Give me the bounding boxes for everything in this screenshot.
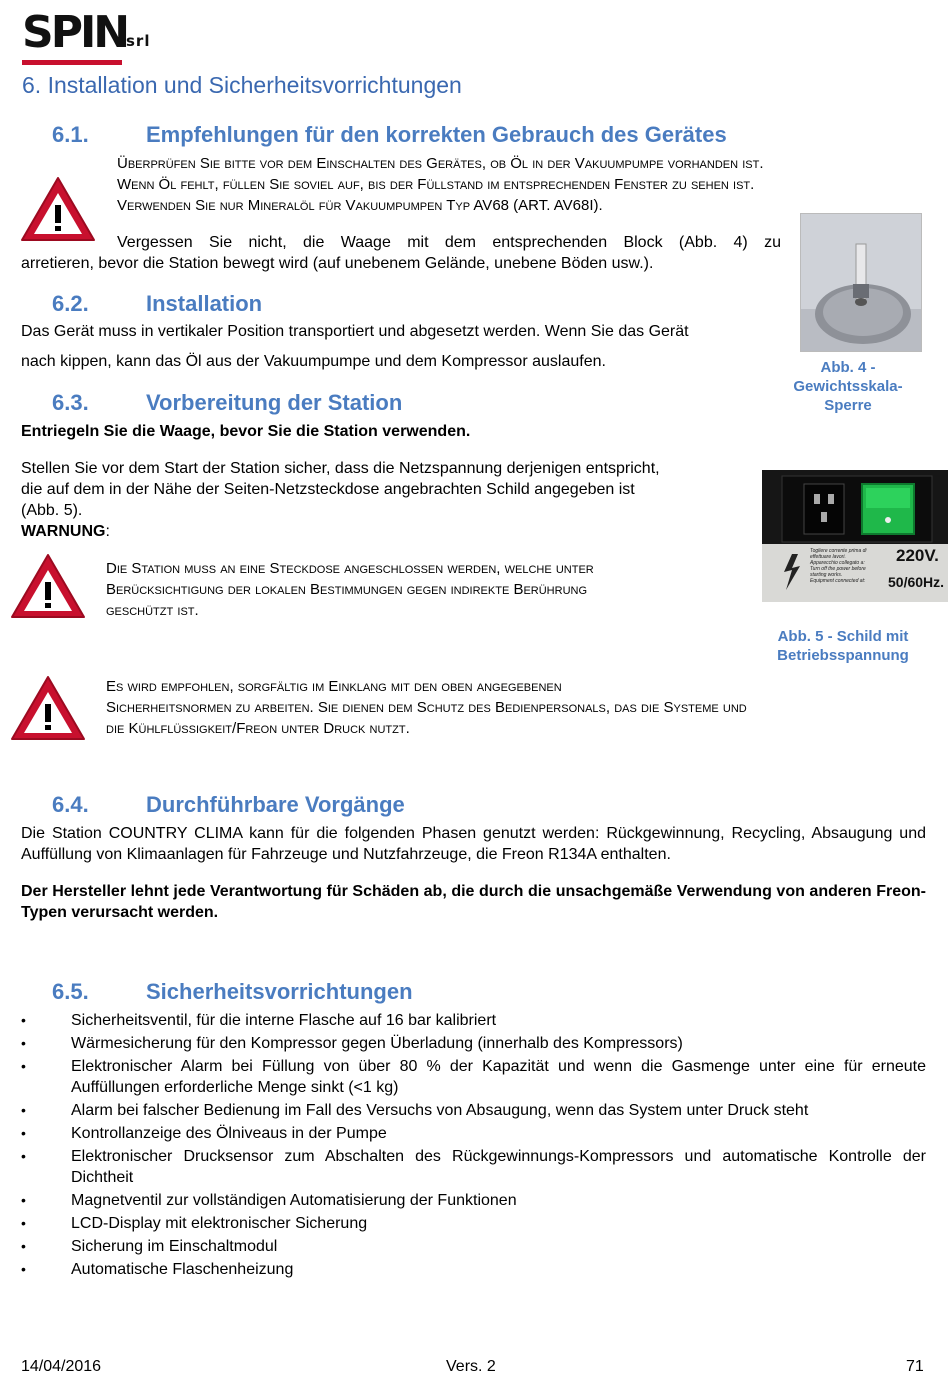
warning-line: geschützt ist. (106, 602, 199, 619)
figure-5-voltage-label-photo (762, 470, 948, 602)
list-item: • Magnetventil zur vollständigen Automatisierung der Funktionen (21, 1190, 926, 1211)
section-6-4-title: Durchführbare Vorgänge (146, 792, 405, 817)
section-6-3-title: Vorbereitung der Station (146, 390, 403, 415)
scale-lock-illustration (801, 214, 921, 351)
logo-brand: SPIN (22, 7, 128, 58)
label-line: Apparecchio collegato a: (810, 560, 865, 566)
list-item: • Sicherung im Einschaltmodul (21, 1236, 926, 1257)
voltage-value: 220V. (896, 546, 939, 565)
page-number: 71 (906, 1358, 924, 1375)
safety-devices-list (21, 1010, 926, 1282)
caption-line: Abb. 4 - (820, 359, 876, 376)
paragraph-line: (Abb. 5). (21, 502, 83, 519)
list-item: • LCD-Display mit elektronischer Sicherung (21, 1213, 926, 1234)
caption-line: Gewichtsskala- (793, 378, 903, 395)
list-item: • Kontrollanzeige des Ölniveaus in der Pumpe (21, 1123, 926, 1144)
figure-4-scale-lock-photo (800, 213, 922, 352)
frequency-value: 50/60Hz. (888, 574, 945, 590)
list-item: • Alarm bei falscher Bedienung im Fall des Versuchs von Absaugung, wenn das System unter Druck steht (21, 1100, 926, 1121)
voltage-check-paragraph (21, 458, 741, 542)
paragraph-line: die auf dem in der Nähe der Seiten-Netzsteckdose angebrachten Schild angegeben ist (21, 481, 635, 498)
warning-line: Berücksichtigung der lokalen Bestimmungen gegen indirekte Berührung (106, 581, 588, 598)
logo-suffix: srl (126, 32, 151, 50)
warning-line: die Kühlflüssigkeit/Freon unter Druck nutzt. (106, 720, 410, 737)
installation-line2: nach kippen, kann das Öl aus der Vakuumpumpe und dem Kompressor auslaufen. (21, 353, 606, 370)
warning-triangle-icon (20, 175, 96, 243)
liability-disclaimer: Der Hersteller lehnt jede Verantwortung für Schäden ab, die durch die unsachgemäße Verwendung von anderen Freon-Typen verursacht werden. (21, 883, 926, 921)
scale-lock-paragraph-line2: arretieren, bevor die Station bewegt wird (auf unebenem Gelände, unebene Böden usw.). (21, 255, 654, 272)
label-line: effettuare lavori. (810, 554, 846, 560)
section-6-2-number: 6.2. (52, 291, 89, 316)
section-6-1-number: 6.1. (52, 122, 89, 147)
installation-line1: Das Gerät muss in vertikaler Position transportiert und abgesetzt werden. Wenn Sie das Gerät (21, 323, 689, 340)
label-line: Equipment connected at: (810, 578, 866, 584)
footer-version: Vers. 2 (446, 1358, 496, 1375)
socket-grounding-warning (106, 558, 746, 621)
section-6-5-number: 6.5. (52, 979, 89, 1004)
logo-underline (22, 60, 122, 65)
warning-colon: : (105, 523, 110, 540)
page-title: 6. Installation und Sicherheitsvorrichtungen (22, 72, 462, 98)
figure-4-caption (778, 358, 918, 415)
warning-triangle-icon (10, 674, 86, 742)
warning-label: WARNUNG (21, 523, 106, 540)
list-item: • Wärmesicherung für den Kompressor gegen Überladung (innerhalb des Kompressors) (21, 1033, 926, 1054)
warning-triangle-icon (10, 552, 86, 620)
label-line: Togliere corrente prima di (810, 548, 867, 554)
section-6-2-title: Installation (146, 291, 263, 316)
safety-norms-warning (106, 676, 926, 739)
warning-line: Die Station muss an eine Steckdose angeschlossen werden, welche unter (106, 560, 594, 577)
warning-line: Überprüfen Sie bitte vor dem Einschalten des Gerätes, ob Öl in der Vakuumpumpe vorhanden ist. (117, 155, 764, 172)
figure-5-caption (760, 627, 926, 665)
paragraph-line: Stellen Sie vor dem Start der Station sicher, dass die Netzspannung derjenigen entspricht, (21, 460, 660, 477)
list-item: • Sicherheitsventil, für die interne Flasche auf 16 bar kalibriert (21, 1010, 926, 1031)
warning-line: Verwenden Sie nur Mineralöl für Vakuumpumpen Typ AV68 (ART. AV68I). (117, 197, 603, 214)
list-item: • Elektronischer Drucksensor zum Abschalten des Rückgewinnungs-Kompressors und automatische Kontrolle der Dichtheit (21, 1146, 926, 1188)
label-line: starting works. (810, 572, 843, 578)
warning-line: Sicherheitsnormen zu arbeiten. Sie dienen dem Schutz des Bedienpersonals, das die Systeme und (106, 699, 747, 716)
section-6-5-title: Sicherheitsvorrichtungen (146, 979, 413, 1004)
section-6-4-number: 6.4. (52, 792, 89, 817)
caption-line: Sperre (824, 397, 872, 414)
warning-line: Es wird empfohlen, sorgfältig im Einklang mit den oben angegebenen (106, 678, 562, 695)
label-line: Turn off the power before (810, 566, 866, 572)
caption-line: Abb. 5 - Schild mit (777, 628, 909, 645)
spin-logo (22, 8, 162, 64)
oil-check-warning (117, 153, 917, 216)
footer-date: 14/04/2016 (21, 1358, 102, 1375)
list-item: • Elektronischer Alarm bei Füllung von über 80 % der Kapazität und wenn die Gasmenge unter eine für erneute Auffüllungen erforderliche Menge sinkt (<1 kg) (21, 1056, 926, 1098)
unlock-scale-notice: Entriegeln Sie die Waage, bevor Sie die Station verwenden. (21, 423, 471, 440)
section-6-1-title: Empfehlungen für den korrekten Gebrauch des Gerätes (146, 122, 727, 147)
caption-line: Betriebsspannung (777, 647, 909, 664)
operations-paragraph: Die Station COUNTRY CLIMA kann für die folgenden Phasen genutzt werden: Rückgewinnung, Recycling, Absaugung und Auffüllung von Klimaanlagen für Fahrzeuge und Nutzfahrzeuge, die Freon R134A enthalten. (21, 825, 926, 863)
scale-lock-paragraph-line1: Vergessen Sie nicht, die Waage mit dem entsprechenden Block (Abb. 4) zu (117, 234, 781, 251)
list-item: • Automatische Flaschenheizung (21, 1259, 926, 1280)
warning-line: Wenn Öl fehlt, füllen Sie soviel auf, bis der Füllstand im entsprechenden Fenster zu sehen ist. (117, 176, 755, 193)
section-6-3-number: 6.3. (52, 390, 89, 415)
